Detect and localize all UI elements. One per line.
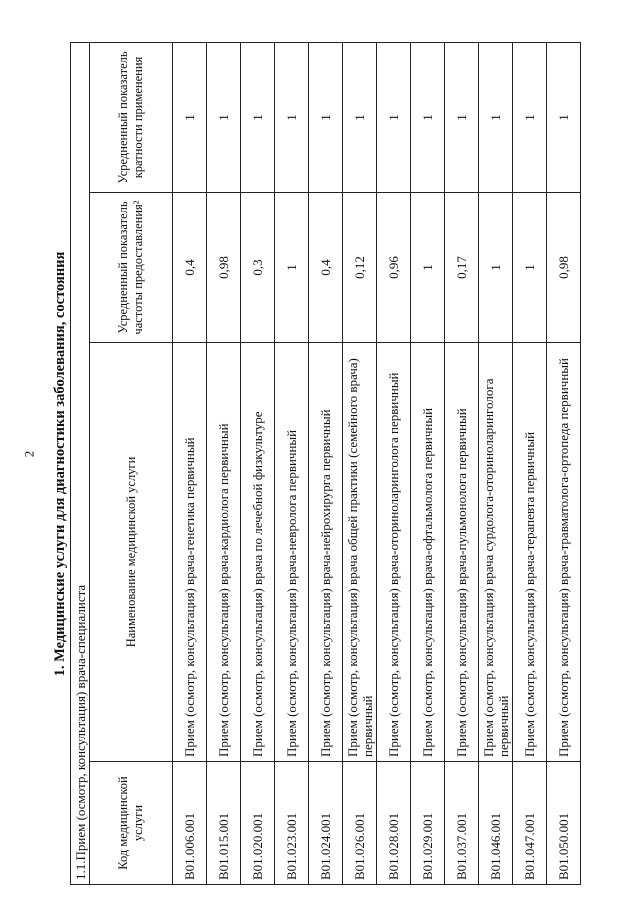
service-name: Прием (осмотр, консультация) врача-кардиолога первичный — [207, 343, 241, 762]
multiplicity-value: 1 — [275, 42, 309, 192]
service-code: B01.006.001 — [173, 762, 207, 885]
service-code: B01.028.001 — [377, 762, 411, 885]
table-row — [547, 42, 581, 884]
multiplicity-value: 1 — [479, 42, 513, 192]
header-code: Код медицинской услуги — [90, 762, 173, 885]
frequency-value: 0,4 — [173, 193, 207, 343]
table-row — [479, 42, 513, 884]
service-name: Прием (осмотр, консультация) врача-травматолога-ортопеда первичный — [547, 343, 581, 762]
service-code: B01.026.001 — [343, 762, 377, 885]
table-row — [173, 42, 207, 884]
frequency-value: 0,4 — [309, 193, 343, 343]
frequency-value: 0,12 — [343, 193, 377, 343]
frequency-value: 1 — [479, 193, 513, 343]
multiplicity-value: 1 — [445, 42, 479, 192]
frequency-value: 1 — [275, 193, 309, 343]
section-title: 1. Медицинские услуги для диагностики заболевания, состояния — [52, 251, 68, 677]
header-multiplicity: Усредненный показатель кратности применения — [90, 42, 173, 192]
table-row — [275, 42, 309, 884]
rotated-document-content — [50, 43, 598, 885]
service-code: B01.050.001 — [547, 762, 581, 885]
table-row — [513, 42, 547, 884]
header-frequency: Усредненный показатель частоты предоставления² — [90, 193, 173, 343]
service-code: B01.047.001 — [513, 762, 547, 885]
service-name: Прием (осмотр, консультация) врача-оториноларинголога первичный — [377, 343, 411, 762]
services-table — [70, 42, 581, 885]
multiplicity-value: 1 — [207, 42, 241, 192]
frequency-value: 0,98 — [547, 193, 581, 343]
service-code: B01.015.001 — [207, 762, 241, 885]
service-code: B01.020.001 — [241, 762, 275, 885]
service-code: B01.024.001 — [309, 762, 343, 885]
table-row — [241, 42, 275, 884]
service-name: Прием (осмотр, консультация) врача-нейрохирурга первичный — [309, 343, 343, 762]
table-row — [309, 42, 343, 884]
frequency-value: 0,17 — [445, 193, 479, 343]
frequency-value: 0,96 — [377, 193, 411, 343]
frequency-value: 1 — [513, 193, 547, 343]
service-name: Прием (осмотр, консультация) врача-терапевта первичный — [513, 343, 547, 762]
subsection-row — [71, 42, 90, 884]
page-number: 2 — [21, 450, 37, 458]
table-row — [207, 42, 241, 884]
table-header-row — [90, 42, 173, 884]
multiplicity-value: 1 — [309, 42, 343, 192]
header-name: Наименование медицинской услуги — [90, 343, 173, 762]
frequency-value: 1 — [411, 193, 445, 343]
service-name: Прием (осмотр, консультация) врача-генетика первичный — [173, 343, 207, 762]
service-code: B01.046.001 — [479, 762, 513, 885]
table-row — [411, 42, 445, 884]
service-code: B01.037.001 — [445, 762, 479, 885]
service-code: B01.023.001 — [275, 762, 309, 885]
multiplicity-value: 1 — [547, 42, 581, 192]
table-row — [445, 42, 479, 884]
multiplicity-value: 1 — [411, 42, 445, 192]
service-name: Прием (осмотр, консультация) врача по лечебной физкультуре — [241, 343, 275, 762]
frequency-value: 0,3 — [241, 193, 275, 343]
subsection-title: 1.1.Прием (осмотр, консультация) врача-специалиста — [71, 42, 90, 884]
multiplicity-value: 1 — [343, 42, 377, 192]
service-name: Прием (осмотр, консультация) врача общей практики (семейного врача) первичный — [343, 343, 377, 762]
multiplicity-value: 1 — [377, 42, 411, 192]
frequency-value: 0,98 — [207, 193, 241, 343]
service-name: Прием (осмотр, консультация) врача-пульмонолога первичный — [445, 343, 479, 762]
table-row — [377, 42, 411, 884]
multiplicity-value: 1 — [513, 42, 547, 192]
service-name: Прием (осмотр, консультация) врача сурдолога-оториноларинголога первичный — [479, 343, 513, 762]
multiplicity-value: 1 — [173, 42, 207, 192]
service-name: Прием (осмотр, консультация) врача-офтальмолога первичный — [411, 343, 445, 762]
service-code: B01.029.001 — [411, 762, 445, 885]
service-name: Прием (осмотр, консультация) врача-невролога первичный — [275, 343, 309, 762]
multiplicity-value: 1 — [241, 42, 275, 192]
table-row — [343, 42, 377, 884]
